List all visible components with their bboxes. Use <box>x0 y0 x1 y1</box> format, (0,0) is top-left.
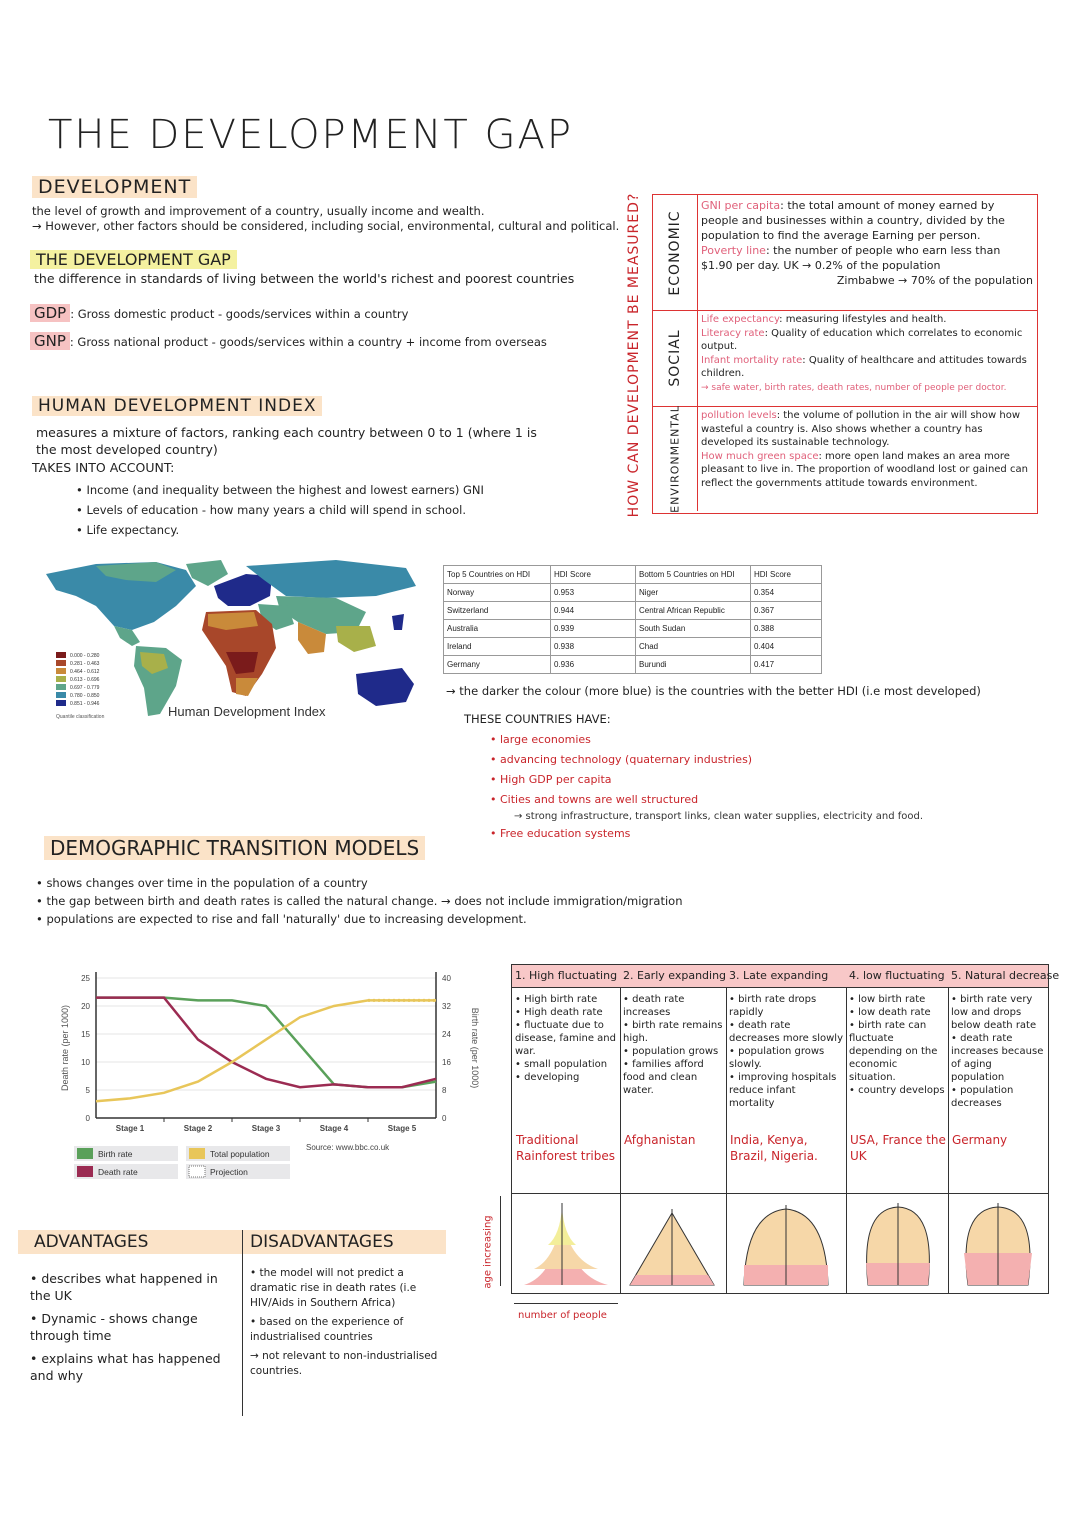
gap-heading: THE DEVELOPMENT GAP <box>30 250 237 269</box>
list-item: • shows changes over time in the population of a country <box>36 876 368 890</box>
development-definition <box>32 204 622 234</box>
stage-example: India, Kenya, Brazil, Nigeria. <box>730 1133 818 1163</box>
advantages-list <box>30 1270 238 1384</box>
column-divider <box>242 1230 243 1416</box>
pollution-desc: : the volume of pollution in the air will show how wasteful a country is. Also shows whether a country has developed its sustainable technology. <box>701 410 1020 448</box>
map-note: → the darker the colour (more blue) is the countries with the better HDI (i.e most developed) <box>446 684 981 698</box>
hdi-factors-list <box>76 480 576 540</box>
legend-swatch <box>77 1166 93 1177</box>
table-header: HDI Score <box>751 566 822 584</box>
x-tick-label: Stage 4 <box>319 1124 349 1133</box>
list-item: • Levels of education - how many years a child will spend in school. <box>76 503 466 517</box>
table-row: Ireland 0.938 Chad 0.404 <box>444 638 822 656</box>
dtm-points <box>36 874 796 928</box>
x-tick-label: Stage 3 <box>251 1124 281 1133</box>
economic-row <box>653 195 1037 311</box>
stage-body: • High birth rate • High death rate • fluctuate due to disease, famine and war. • small population • developing <box>515 994 616 1083</box>
green-desc: : more open land makes an area more pleasant to live in. The proportion of woodland lost or gained can reflect the governments attitude towards environment. <box>701 450 1028 489</box>
legend-swatch <box>189 1166 205 1177</box>
stage-body: • low birth rate • low death rate • birth rate can fluctuate depending on the economic situation. • country develops <box>849 994 945 1096</box>
y2-axis-label: Birth rate (per 1000) <box>470 1007 480 1089</box>
y-tick-label: 25 <box>81 974 90 983</box>
list-item: • populations are expected to rise and fall 'naturally' due to increasing development. <box>36 912 527 926</box>
table-row: Australia 0.939 South Sudan 0.388 <box>444 620 822 638</box>
chart-source: Source: www.bbc.co.uk <box>306 1143 390 1152</box>
y2-tick-label: 40 <box>442 974 451 983</box>
pyramid-stage1 <box>524 1203 608 1285</box>
development-note: → However, other factors should be considered, including social, environmental, cultural and political. <box>32 219 620 233</box>
stage-example: Germany <box>952 1133 1008 1147</box>
advantages-heading: ADVANTAGES <box>34 1232 149 1252</box>
pyramid-stage3 <box>744 1205 828 1285</box>
stage-head: 1. High fluctuating <box>512 965 620 988</box>
stage-head: 3. Late expanding <box>726 965 846 988</box>
y-tick-label: 0 <box>85 1114 90 1123</box>
environmental-row <box>653 406 1037 511</box>
y2-tick-label: 24 <box>442 1030 451 1039</box>
stage-example: Afghanistan <box>624 1133 696 1147</box>
page-title: THE DEVELOPMENT GAP <box>48 112 574 158</box>
legend-swatch <box>77 1148 93 1159</box>
list-item: • describes what happened in the UK <box>30 1271 218 1303</box>
map-legend-labels: 0.000 - 0.280 0.281 - 0.463 0.464 - 0.612 0.613 - 0.696 0.697 - 0.779 0.780 - 0.850 0.851 - 0.946 <box>70 653 100 707</box>
list-item: • large economies <box>490 733 591 746</box>
y2-tick-label: 0 <box>442 1114 447 1123</box>
stage-head: 2. Early expanding <box>620 965 726 988</box>
legend-label: Projection <box>210 1167 248 1177</box>
stage-head: 4. low fluctuating <box>846 965 948 988</box>
legend-label: Total population <box>210 1149 270 1159</box>
table-row: Norway 0.953 Niger 0.354 <box>444 584 822 602</box>
y-axis-label: Death rate (per 1000) <box>60 1004 70 1092</box>
list-item: → not relevant to non-industrialised countries. <box>250 1350 438 1377</box>
gni-desc: : the total amount of money earned by people and businesses within a country, divided by the population to find the average Earning per person. <box>701 199 1005 242</box>
series-line-death-rate <box>96 998 436 1088</box>
pyramid-stage2 <box>630 1209 714 1285</box>
map-legend-note: Quantile classification <box>56 714 105 720</box>
stage-example: USA, France the UK <box>850 1133 946 1163</box>
x-tick-label: Stage 2 <box>183 1124 213 1133</box>
legend-swatch <box>189 1148 205 1159</box>
dtm-stages-table <box>511 964 1060 1294</box>
zimbabwe-note: Zimbabwe → 70% of the population <box>836 274 1033 287</box>
countries-list <box>490 730 1050 844</box>
table-row: Switzerland 0.944 Central African Republic 0.367 <box>444 602 822 620</box>
life-desc: : measuring lifestyles and health. <box>779 314 947 325</box>
gdp-definition: GDP : Gross domestic product - goods/services within a country <box>30 306 610 322</box>
y-tick-label: 5 <box>85 1086 90 1095</box>
development-line: the level of growth and improvement of a country, usually income and wealth. <box>32 204 485 218</box>
stage-body: • birth rate drops rapidly • death rate decreases more slowly • population grows slowly. • improving hospitals reduce infant mortality <box>729 994 843 1109</box>
list-item: • Free education systems <box>490 827 631 840</box>
literacy-term: Literacy rate <box>701 327 765 339</box>
development-heading: DEVELOPMENT <box>32 176 197 198</box>
table-row: Germany 0.936 Burundi 0.417 <box>444 656 822 674</box>
gnp-definition: GNP : Gross national product - goods/services within a country + income from overseas <box>30 334 610 350</box>
y-axis-arrow <box>500 1196 501 1286</box>
table-header-row <box>444 566 822 584</box>
stage-body: • birth rate very low and drops below death rate • death rate increases because of aging population • population decreases <box>951 994 1044 1109</box>
social-label: SOCIAL <box>653 310 698 406</box>
social-row <box>653 310 1037 407</box>
poverty-desc: : the number of people who earn less than $1.90 per day. UK → 0.2% of the population <box>701 244 1001 272</box>
poverty-term: Poverty line <box>701 244 766 257</box>
list-item: • advancing technology (quaternary industries) <box>490 753 753 766</box>
hdi-world-map <box>36 556 428 726</box>
table-header: Top 5 Countries on HDI <box>444 566 551 584</box>
list-item: • Cities and towns are well structured <box>490 793 699 806</box>
dtm-chart-svg <box>56 960 486 1190</box>
list-item: • Income (and inequality between the highest and lowest earners) GNI <box>76 483 484 497</box>
dtm-chart <box>56 960 486 1190</box>
list-item: • the model will not predict a dramatic rise in death rates (i.e HIV/Aids in Southern Africa) <box>250 1267 417 1309</box>
stage-example: Traditional Rainforest tribes <box>516 1133 615 1163</box>
y-tick-label: 20 <box>81 1002 90 1011</box>
table-header: Bottom 5 Countries on HDI <box>636 566 751 584</box>
legend-label: Death rate <box>98 1167 138 1177</box>
list-item: • the gap between birth and death rates is called the natural change. → does not include immigration/migration <box>36 894 683 908</box>
y-tick-label: 15 <box>81 1030 90 1039</box>
hdi-score-table <box>443 565 822 674</box>
disadvantages-heading: DISADVANTAGES <box>250 1232 394 1252</box>
stage-head: 5. Natural decrease <box>948 965 1048 988</box>
list-item: • Life expectancy. <box>76 523 180 537</box>
infant-term: Infant mortality rate <box>701 354 803 366</box>
environmental-label: ENVIRONMENTAL <box>653 406 698 511</box>
list-item: • based on the experience of industrialised countries <box>250 1316 404 1343</box>
list-sub-item: → strong infrastructure, transport links, clean water supplies, electricity and food. <box>514 811 924 822</box>
social-extra: → safe water, birth rates, death rates, number of people per doctor. <box>701 382 1007 393</box>
literacy-desc: : Quality of education which correlates to economic output. <box>701 327 1023 352</box>
measurement-table <box>652 194 1038 514</box>
series-line-birth-rate <box>96 998 436 1088</box>
list-item: • explains what has happened and why <box>30 1351 221 1383</box>
measure-side-heading: HOW CAN DEVELOPMENT BE MEASURED? <box>626 192 642 518</box>
pyramid-stage4 <box>866 1203 930 1285</box>
life-term: Life expectancy <box>701 314 780 325</box>
list-item: • High GDP per capita <box>490 773 612 786</box>
y2-tick-label: 16 <box>442 1058 451 1067</box>
stage-body: • death rate increases • birth rate remains high. • population grows • families afford food and clean water. <box>623 994 723 1096</box>
green-term: How much green space <box>701 450 819 462</box>
gap-definition: the difference in standards of living between the world's richest and poorest countries <box>34 271 575 286</box>
map-title: Human Development Index <box>168 704 326 719</box>
y2-tick-label: 32 <box>442 1002 451 1011</box>
gni-term: GNI per capita <box>701 199 781 212</box>
pyramid-x-axis: number of people <box>518 1310 607 1321</box>
infant-desc: : Quality of healthcare and attitudes towards children. <box>701 354 1027 379</box>
y-tick-label: 10 <box>81 1058 90 1067</box>
list-item: • Dynamic - shows change through time <box>30 1311 198 1343</box>
x-tick-label: Stage 5 <box>387 1124 417 1133</box>
countries-have-heading: THESE COUNTRIES HAVE: <box>464 712 611 726</box>
hdi-definition: measures a mixture of factors, ranking each country between 0 to 1 (where 1 is the most developed country) <box>36 425 537 457</box>
disadvantages-list <box>250 1266 450 1379</box>
dtm-heading: DEMOGRAPHIC TRANSITION MODELS <box>44 836 425 860</box>
hdi-heading: HUMAN DEVELOPMENT INDEX <box>32 396 322 416</box>
pyramid-y-axis: age increasing <box>482 1215 494 1289</box>
table-header: HDI Score <box>551 566 636 584</box>
legend-label: Birth rate <box>98 1149 133 1159</box>
population-pyramids <box>512 1195 1048 1291</box>
map-legend <box>56 652 66 706</box>
pollution-term: pollution levels <box>701 410 777 421</box>
economic-label: ECONOMIC <box>653 195 698 310</box>
x-axis-arrow <box>514 1303 618 1304</box>
hdi-takes-heading: TAKES INTO ACCOUNT: <box>32 460 175 475</box>
pyramid-stage5 <box>964 1203 1032 1285</box>
x-tick-label: Stage 1 <box>115 1124 145 1133</box>
y2-tick-label: 8 <box>442 1086 447 1095</box>
